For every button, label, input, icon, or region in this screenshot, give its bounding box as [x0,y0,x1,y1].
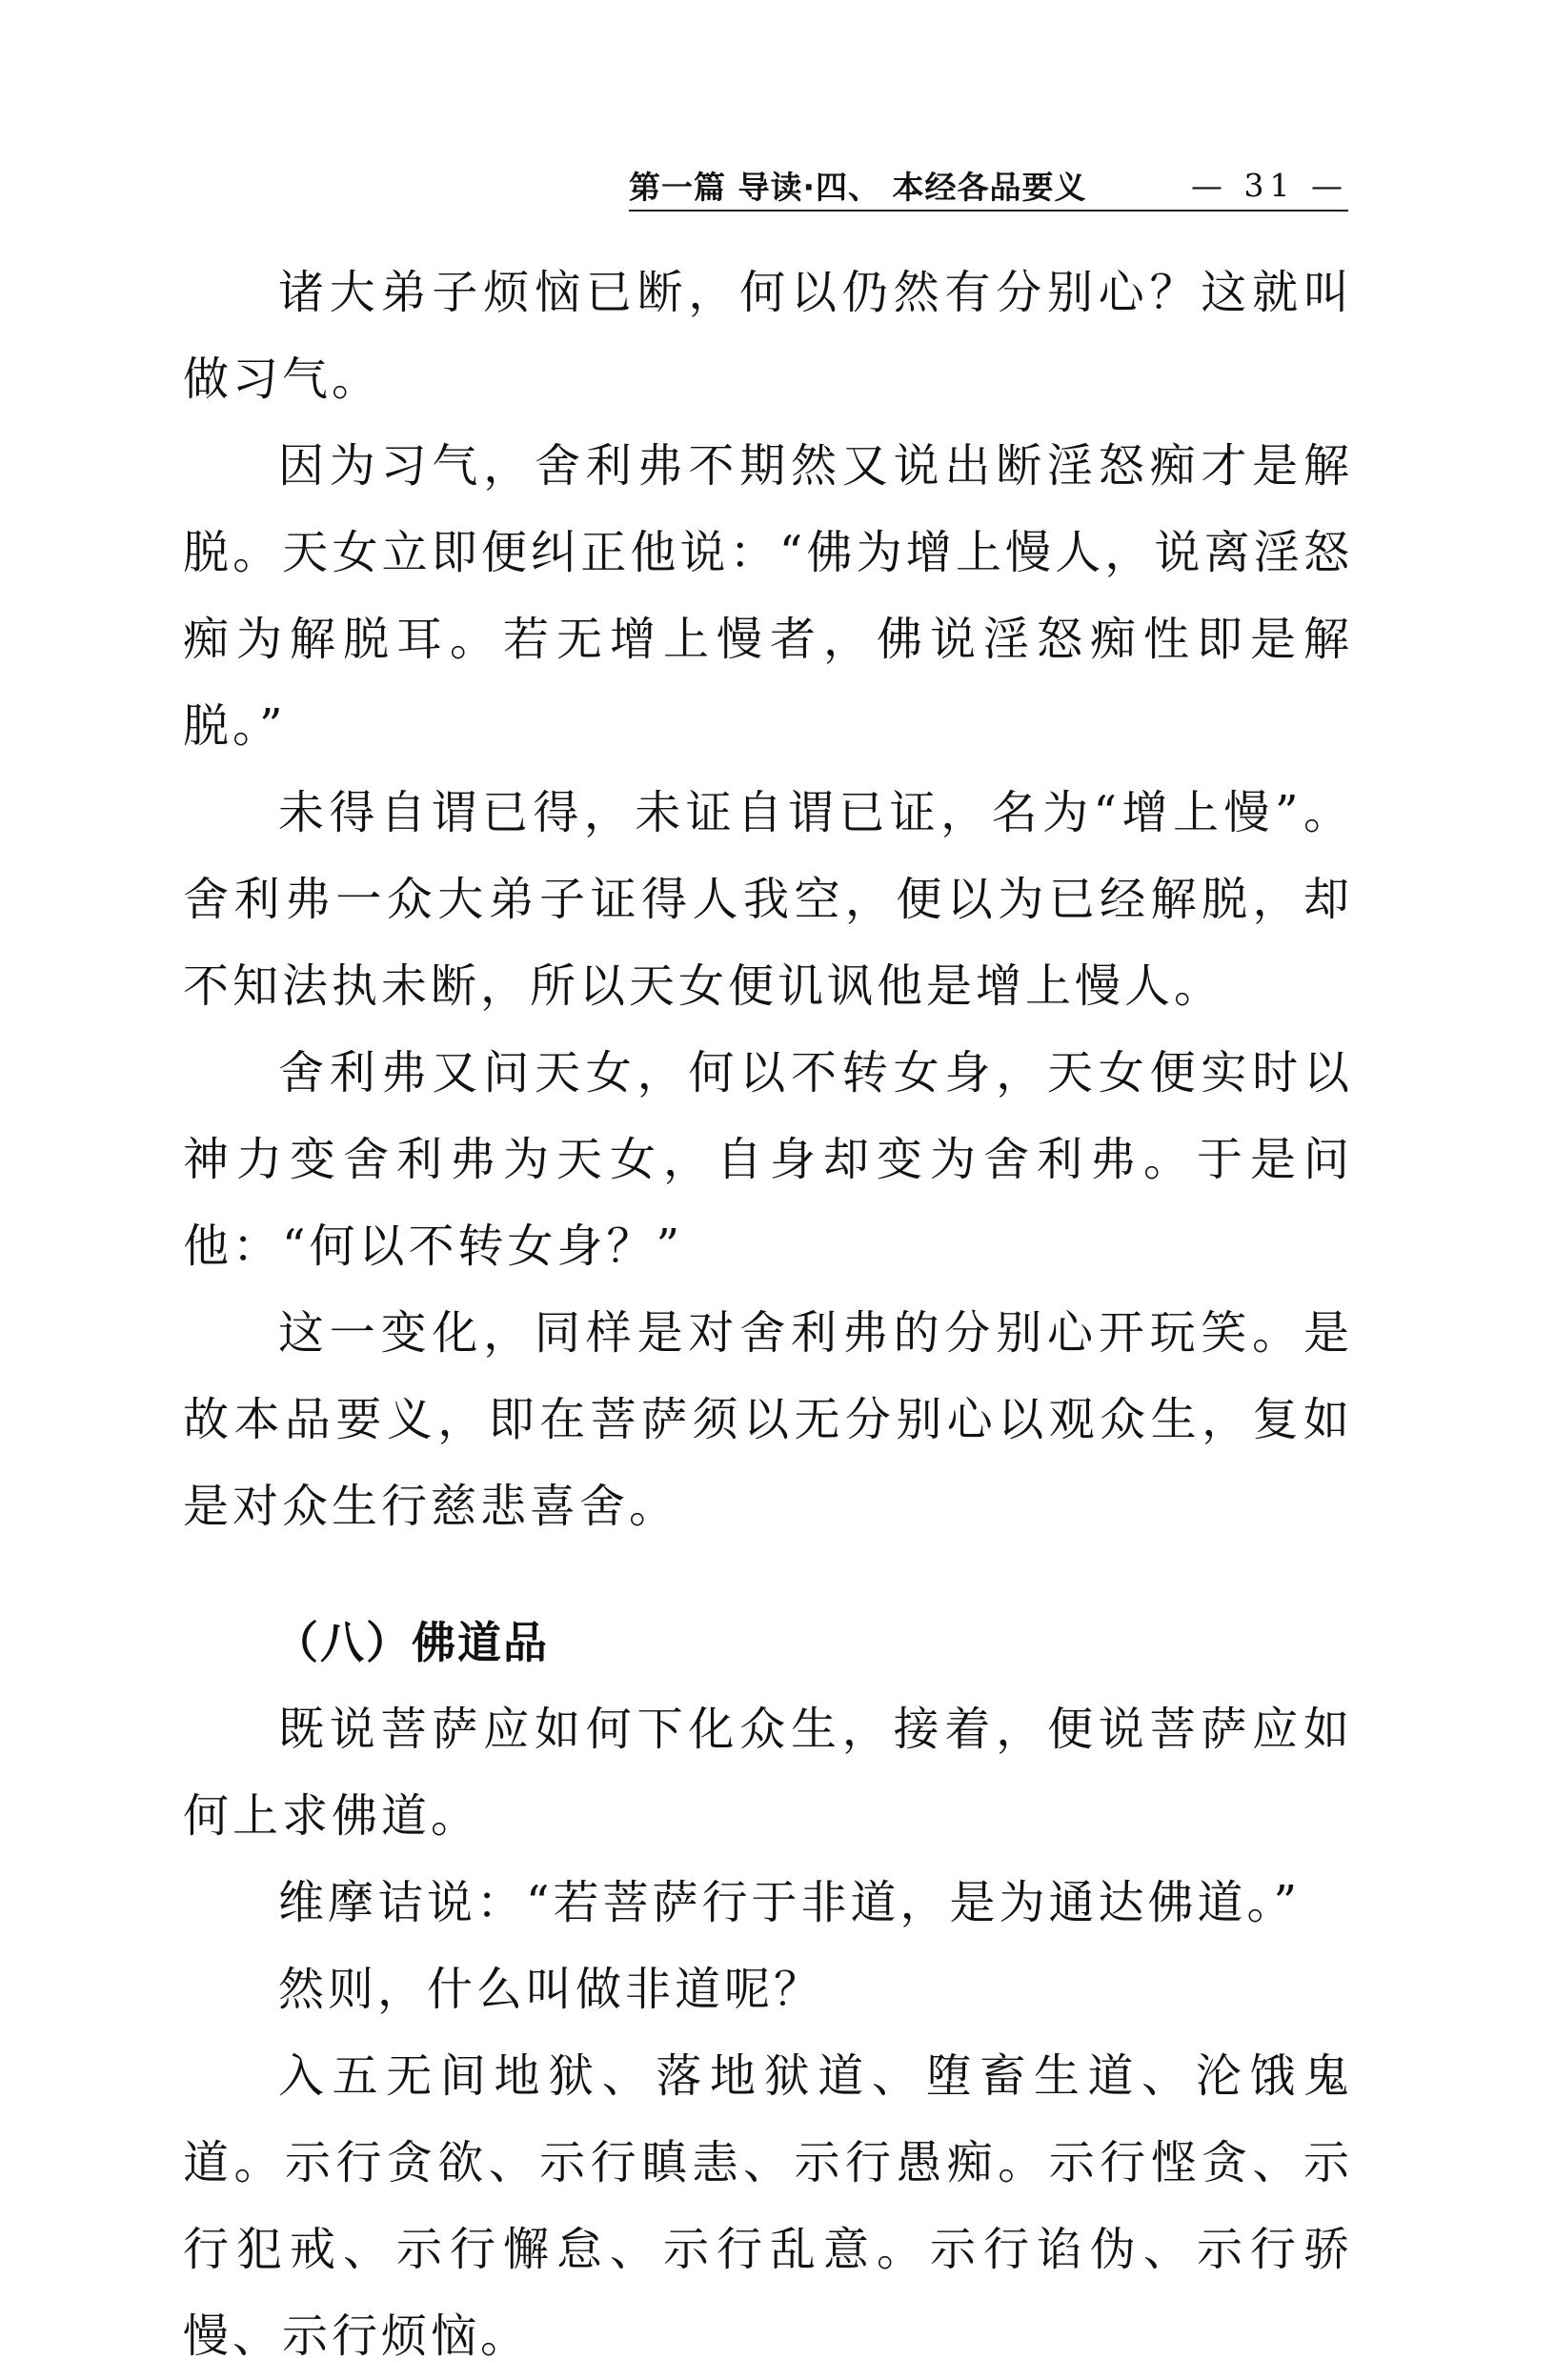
paragraph: 入五无间地狱、落地狱道、堕畜生道、沦饿鬼道。示行贪欲、示行瞋恚、示行愚痴。示行悭贪、示行犯戒、示行懈怠、示行乱意。示行谄伪、示行骄慢、示行烦恼。 [183,2049,1353,2363]
paragraph: 舍利弗又问天女，何以不转女身，天女便实时以神力变舍利弗为天女，自身却变为舍利弗。于是问他：“何以不转女身？” [183,1046,1353,1273]
paragraph: 既说菩萨应如何下化众生，接着，便说菩萨应如何上求佛道。 [183,1703,1353,1843]
section-heading: （八）佛道品 [274,1617,549,1668]
header-title: 第一篇 导读·四、 本经各品要义 [629,168,1087,206]
page-number: — 31 — [1191,166,1348,204]
paragraph: 维摩诘说：“若菩萨行于非道，是为通达佛道。” [278,1876,1302,1929]
paragraph: 诸大弟子烦恼已断，何以仍然有分别心？这就叫做习气。 [183,266,1353,406]
paragraph: 因为习气，舍利弗不期然又说出断淫怒痴才是解脱。天女立即便纠正他说：“佛为增上慢人，说离淫怒痴为解脱耳。若无增上慢者，佛说淫怒痴性即是解脱。” [183,439,1353,753]
paragraph: 未得自谓已得，未证自谓已证，名为“增上慢”。舍利弗一众大弟子证得人我空，便以为已经解脱，却不知法执未断，所以天女便讥讽他是增上慢人。 [183,786,1353,1013]
body-text [183,250,1353,2380]
paragraph: 这一变化，同样是对舍利弗的分别心开玩笑。是故本品要义，即在菩萨须以无分别心以观众生，复如是对众生行慈悲喜舍。 [183,1306,1353,1533]
running-header [629,160,1348,212]
paragraph: 然则，什么叫做非道呢？ [278,1963,824,2016]
